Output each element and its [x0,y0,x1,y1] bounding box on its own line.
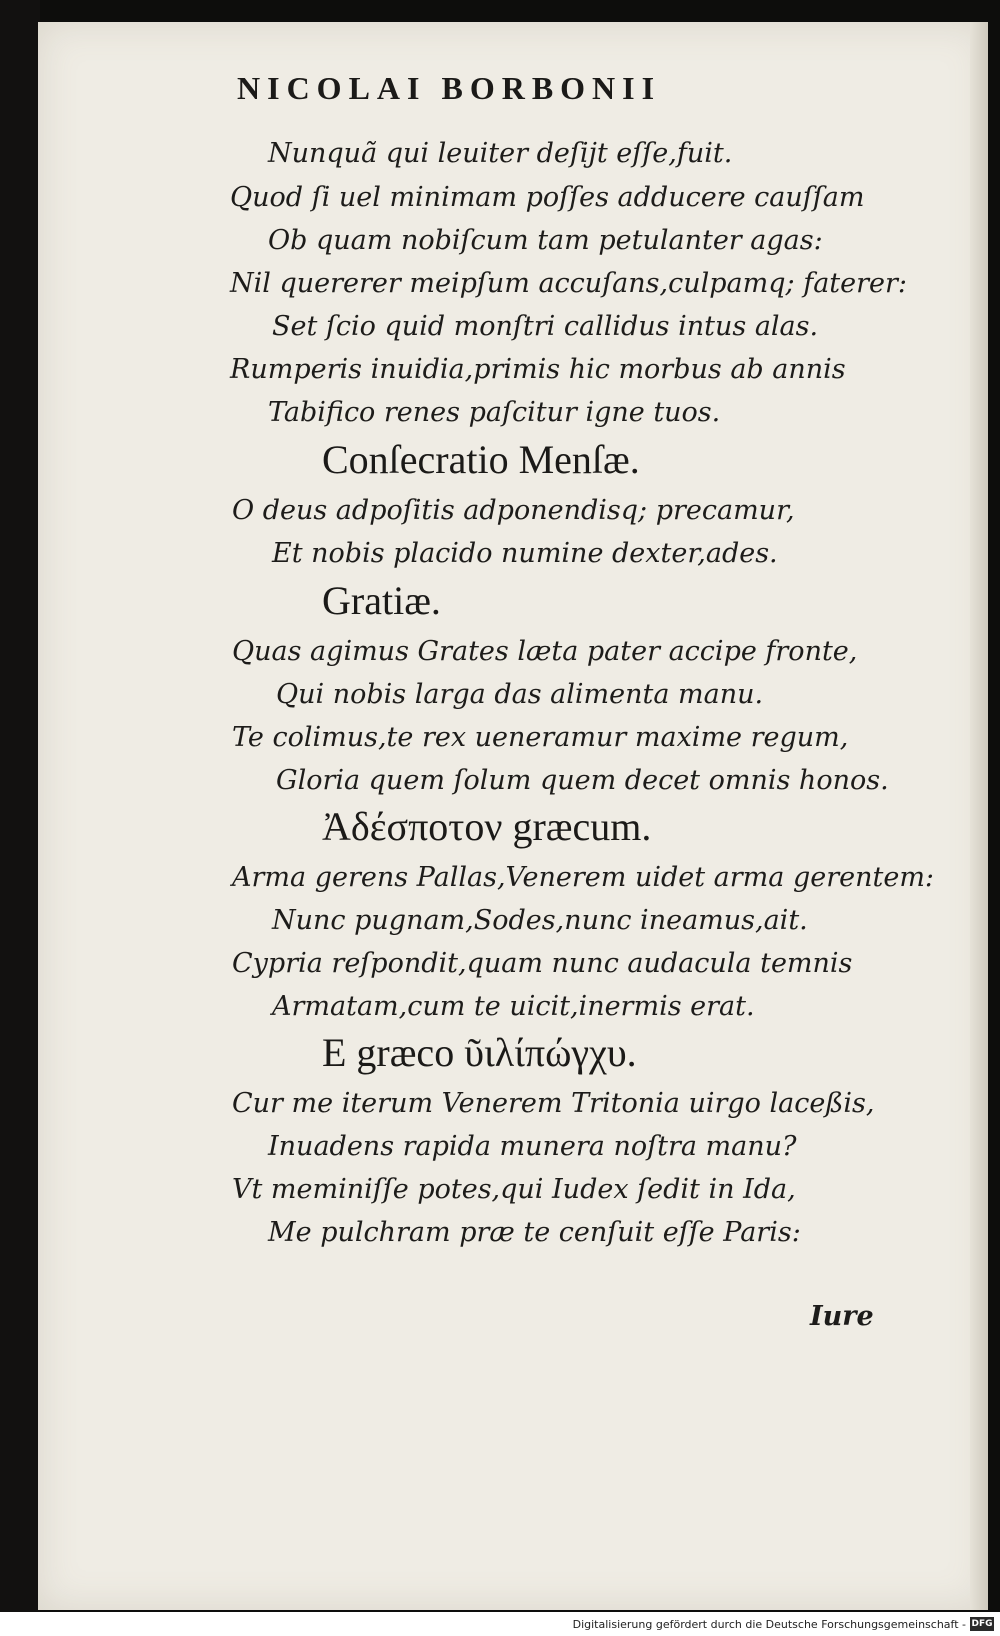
page-gutter [970,22,988,1610]
verse-line: Nunc pugnam,Sodes,nunc ineamus,ait. [272,905,808,936]
verse-line: Vt meminiſſe potes,qui Iudex ſedit in Ida, [232,1174,796,1205]
verse-line: Armatam,cum te uicit,inermis erat. [272,991,755,1022]
section-heading: Ἀδέσποτον græcum. [322,804,652,849]
catchword: Iure [810,1301,874,1332]
verse-line: Set ſcio quid monſtri callidus intus alas. [272,311,819,342]
verse-line: Qui nobis larga das alimenta manu. [276,679,764,710]
verse-line: Arma gerens Pallas,Venerem uidet arma gerentem: [232,862,935,893]
verse-line: Tabifico renes paſcitur igne tuos. [268,397,721,428]
footer-credit: Digitalisierung gefördert durch die Deutsche Forschungsgemeinschaft - [572,1618,966,1631]
verse-line: Me pulchram præ te cenſuit eſſe Paris: [268,1217,801,1248]
dfg-logo: DFG [971,1619,993,1629]
verse-line: Et nobis placido numine dexter,ades. [272,538,778,569]
section-heading: E græco ῦιλίπώγχυ. [322,1030,637,1075]
verse-line: Te colimus,te rex ueneramur maxime regum, [232,722,849,753]
verse-line: Nunquã qui leuiter deſijt eſſe,fuit. [268,138,733,169]
section-heading: Gratiæ. [322,578,441,623]
verse-line: Rumperis inuidia,primis hic morbus ab annis [230,354,846,385]
verse-line: O deus adpoſitis adponendisq; precamur, [232,495,795,526]
left-scan-margin [0,0,40,1636]
verse-line: Inuadens rapida munera noſtra manu? [268,1131,797,1162]
running-head: NICOLAI BORBONII [237,70,662,106]
verse-line: Cypria reſpondit,quam nunc audacula temnis [232,948,853,979]
verse-line: Quas agimus Grates læta pater accipe fronte, [232,636,858,667]
section-heading: Conſecratio Menſæ. [322,437,640,482]
verse-line: Gloria quem ſolum quem decet omnis honos. [276,765,889,796]
verse-line: Cur me iterum Venerem Tritonia uirgo laceßis, [232,1088,875,1119]
verse-line: Ob quam nobiſcum tam petulanter agas: [268,225,823,256]
verse-line: Quod ſi uel minimam poſſes adducere cauſſam [230,182,865,213]
verse-line: Nil quererer meipſum accuſans,culpamq; faterer: [230,268,908,299]
